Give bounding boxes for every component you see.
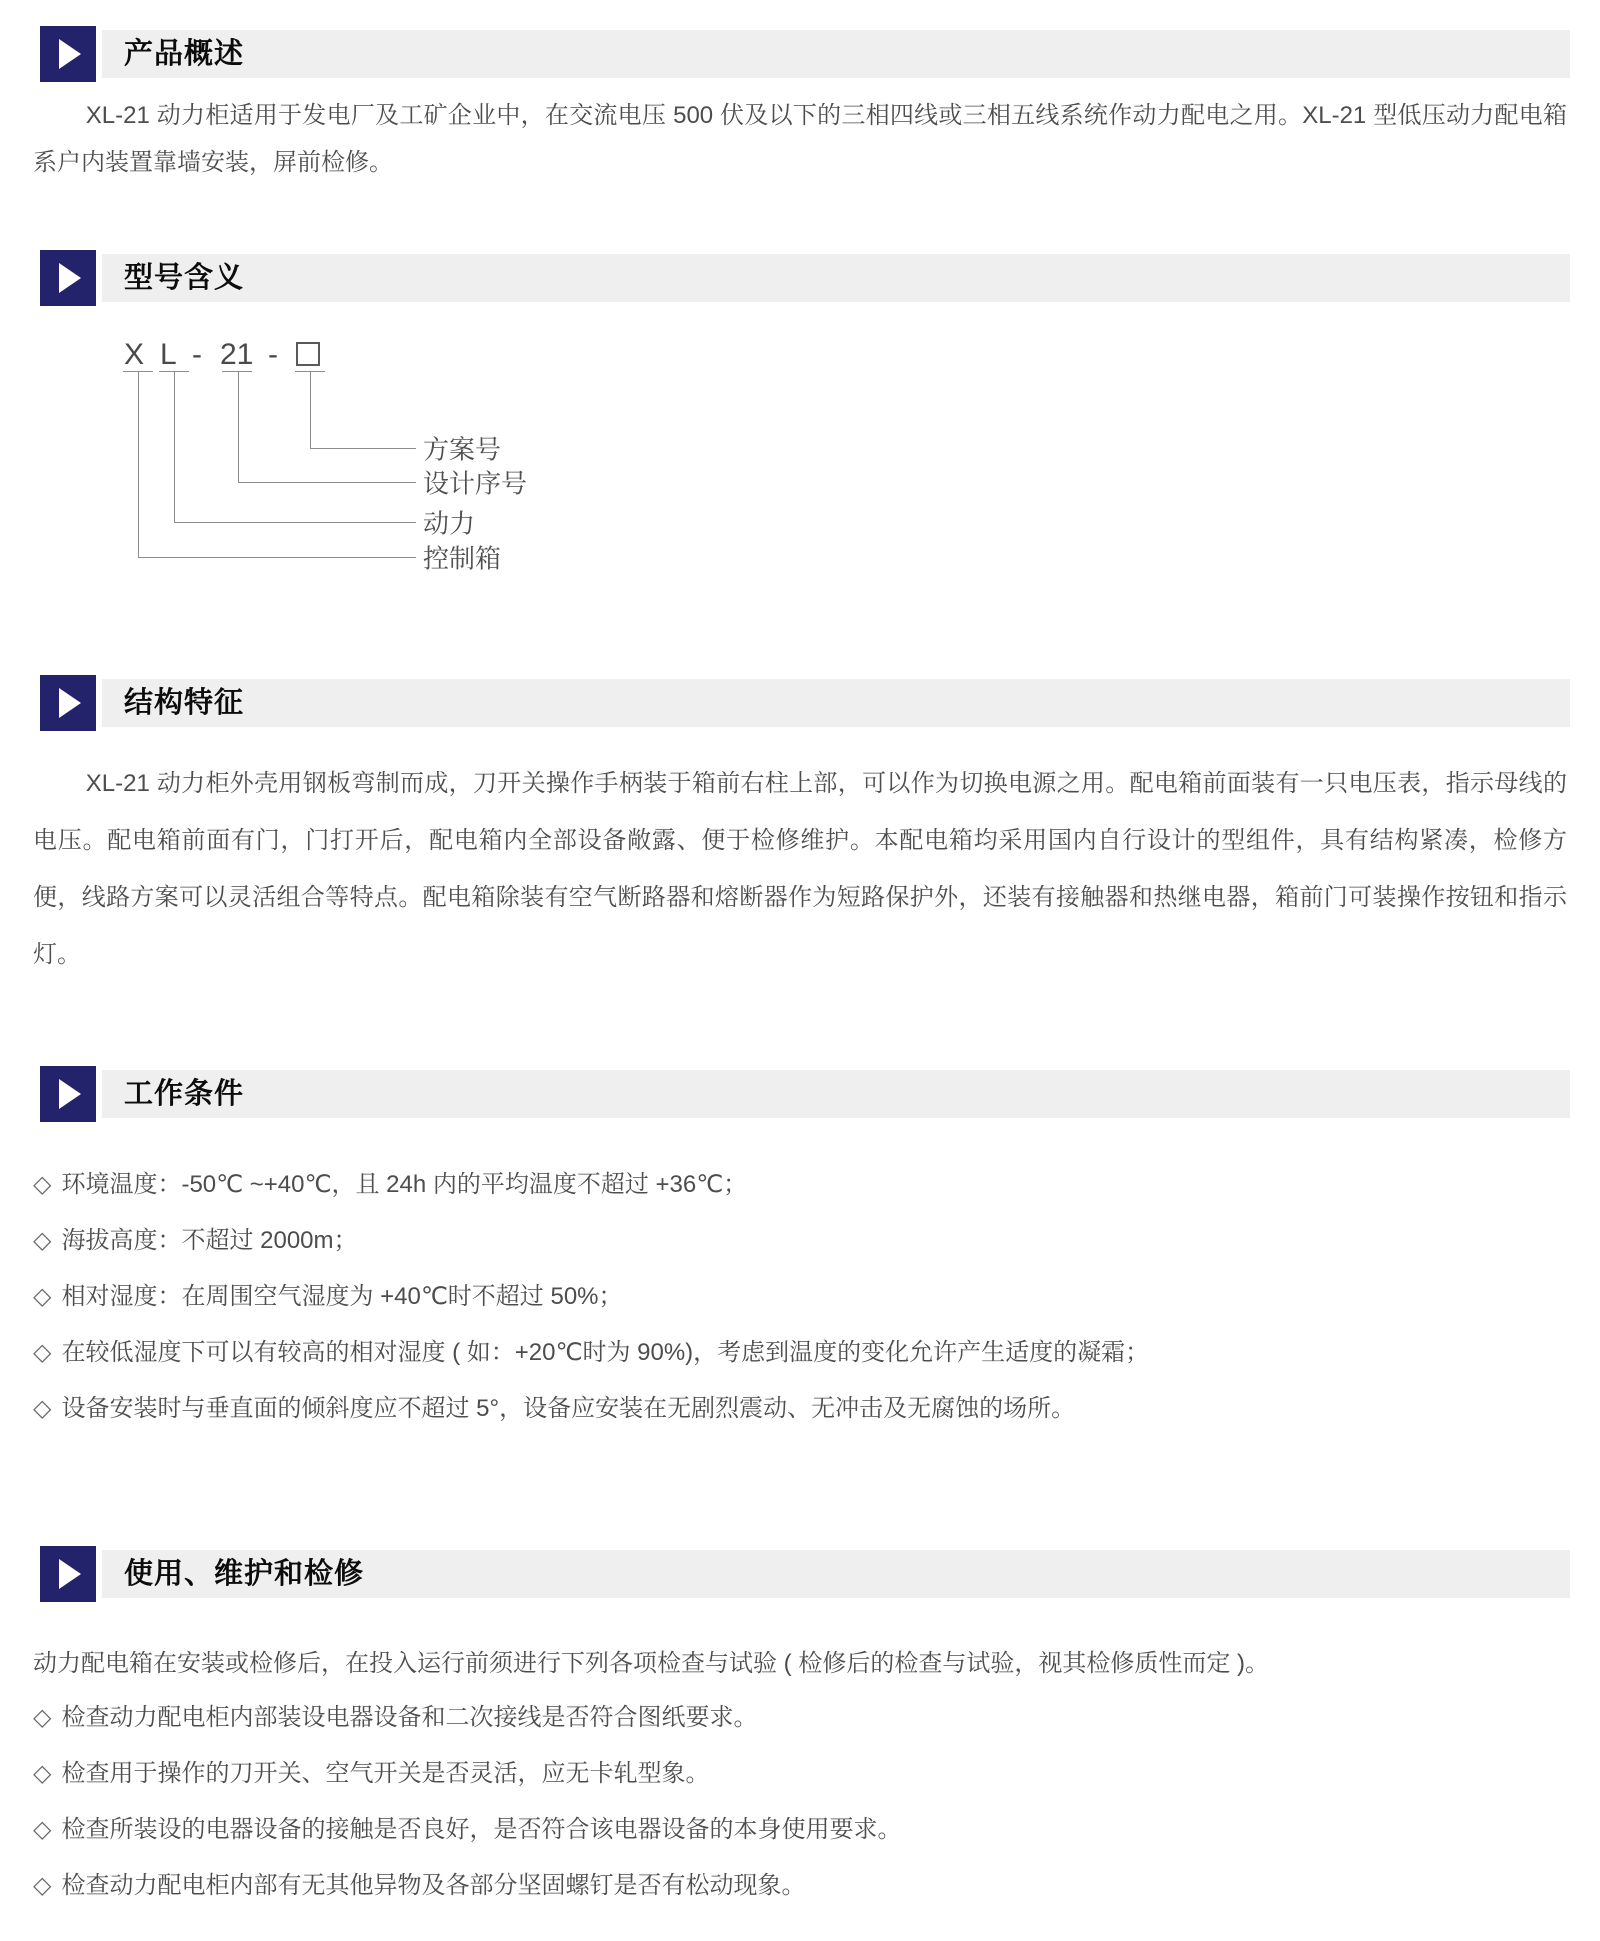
list-item-text: 检查动力配电柜内部装设电器设备和二次接线是否符合图纸要求。: [61, 1704, 758, 1731]
working-conditions-list: [33, 1157, 1567, 1437]
diamond-bullet-icon: ◇: [33, 1283, 52, 1310]
list-item-text: 海拔高度：不超过 2000m；: [61, 1227, 358, 1254]
section-header-bar: [102, 254, 1570, 302]
list-item: [33, 1157, 1567, 1213]
section-marker-square: [40, 26, 96, 82]
model-code-char: -: [268, 338, 278, 371]
play-arrow-icon: [59, 1079, 81, 1109]
diamond-bullet-icon: ◇: [33, 1704, 52, 1731]
diamond-bullet-icon: ◇: [33, 1395, 52, 1422]
list-item-text: 检查用于操作的刀开关、空气开关是否灵活，应无卡轧型象。: [61, 1760, 710, 1787]
list-item-text: 环境温度：-50℃ ~+40℃，且 24h 内的平均温度不超过 +36℃；: [61, 1171, 748, 1198]
list-item-text: 设备安装时与垂直面的倾斜度应不超过 5°，设备应安装在无剧烈震动、无冲击及无腐蚀的场所。: [61, 1395, 1076, 1422]
model-code-char: L: [160, 338, 177, 371]
model-label: 控制箱: [423, 543, 502, 574]
maintenance-check-list: [33, 1690, 1567, 1914]
list-item-text: 检查所装设的电器设备的接触是否良好，是否符合该电器设备的本身使用要求。: [61, 1816, 902, 1843]
section-title: 工作条件: [124, 1078, 245, 1110]
model-label: 动力: [423, 508, 476, 539]
structure-paragraph: XL-21 动力柜外壳用钢板弯制而成，刀开关操作手柄装于箱前右柱上部，可以作为切换电源之用。配电箱前面装有一只电压表，指示母线的电压。配电箱前面有门，门打开后，配电箱内全部设备敞露、便于检修维护。本配电箱均采用国内自行设计的型组件，具有结构紧凑，检修方便，线路方案可以灵活组合等特点。配电箱除装有空气断路器和熔断器作为短路保护外，还装有接触器和热继电器，箱前门可装操作按钮和指示灯。: [33, 770, 1567, 968]
section-header-bar: [102, 679, 1570, 727]
list-item: [33, 1858, 1567, 1914]
section-header-model-meaning: [0, 250, 1600, 306]
section-header-bar: [102, 1070, 1570, 1118]
list-item-text: 在较低湿度下可以有较高的相对湿度 ( 如：+20℃时为 90%)，考虑到温度的变化允许产生适度的凝霜；: [61, 1339, 1150, 1366]
model-label: 设计序号: [423, 468, 528, 499]
model-code-char: X: [124, 338, 145, 371]
overview-paragraph: XL-21 动力柜适用于发电厂及工矿企业中，在交流电压 500 伏及以下的三相四线或三相五线系统作动力配电之用。XL-21 型低压动力配电箱系户内装置靠墙安装，屏前检修。: [33, 102, 1567, 176]
section-marker-square: [40, 250, 96, 306]
play-arrow-icon: [59, 1559, 81, 1589]
diamond-bullet-icon: ◇: [33, 1171, 52, 1198]
list-item: [33, 1690, 1567, 1746]
diamond-bullet-icon: ◇: [33, 1227, 52, 1254]
play-arrow-icon: [59, 688, 81, 718]
section-header-bar: [102, 30, 1570, 78]
list-item: [33, 1213, 1567, 1269]
play-arrow-icon: [59, 263, 81, 293]
play-arrow-icon: [59, 39, 81, 69]
list-item-text: 相对湿度：在周围空气湿度为 +40℃时不超过 50%；: [61, 1283, 623, 1310]
model-code-char: -: [192, 338, 202, 371]
section-marker-square: [40, 1066, 96, 1122]
list-item: [33, 1269, 1567, 1325]
model-placeholder-box-icon: [296, 342, 320, 366]
section-header-overview: [0, 26, 1600, 82]
diamond-bullet-icon: ◇: [33, 1872, 52, 1899]
diamond-bullet-icon: ◇: [33, 1816, 52, 1843]
list-item: [33, 1746, 1567, 1802]
model-label: 方案号: [423, 434, 502, 465]
section-title: 型号含义: [124, 262, 245, 294]
section-title: 结构特征: [124, 687, 245, 719]
section-header-structure: [0, 675, 1600, 731]
diagram-leader-line: [138, 372, 416, 558]
section-title: 使用、维护和检修: [124, 1558, 365, 1590]
list-item: [33, 1381, 1567, 1437]
maintenance-intro: 动力配电箱在安装或检修后，在投入运行前须进行下列各项检查与试验 ( 检修后的检查与试验，视其检修质性而定 )。: [33, 1650, 1269, 1677]
list-item: [33, 1802, 1567, 1858]
list-item-text: 检查动力配电柜内部有无其他异物及各部分坚固螺钉是否有松动现象。: [61, 1872, 806, 1899]
section-header-working-conditions: [0, 1066, 1600, 1122]
diamond-bullet-icon: ◇: [33, 1760, 52, 1787]
list-item: [33, 1325, 1567, 1381]
diamond-bullet-icon: ◇: [33, 1339, 52, 1366]
section-marker-square: [40, 1546, 96, 1602]
section-header-maintenance: [0, 1546, 1600, 1602]
section-title: 产品概述: [124, 38, 245, 70]
section-marker-square: [40, 675, 96, 731]
model-code-char: 21: [220, 338, 254, 371]
